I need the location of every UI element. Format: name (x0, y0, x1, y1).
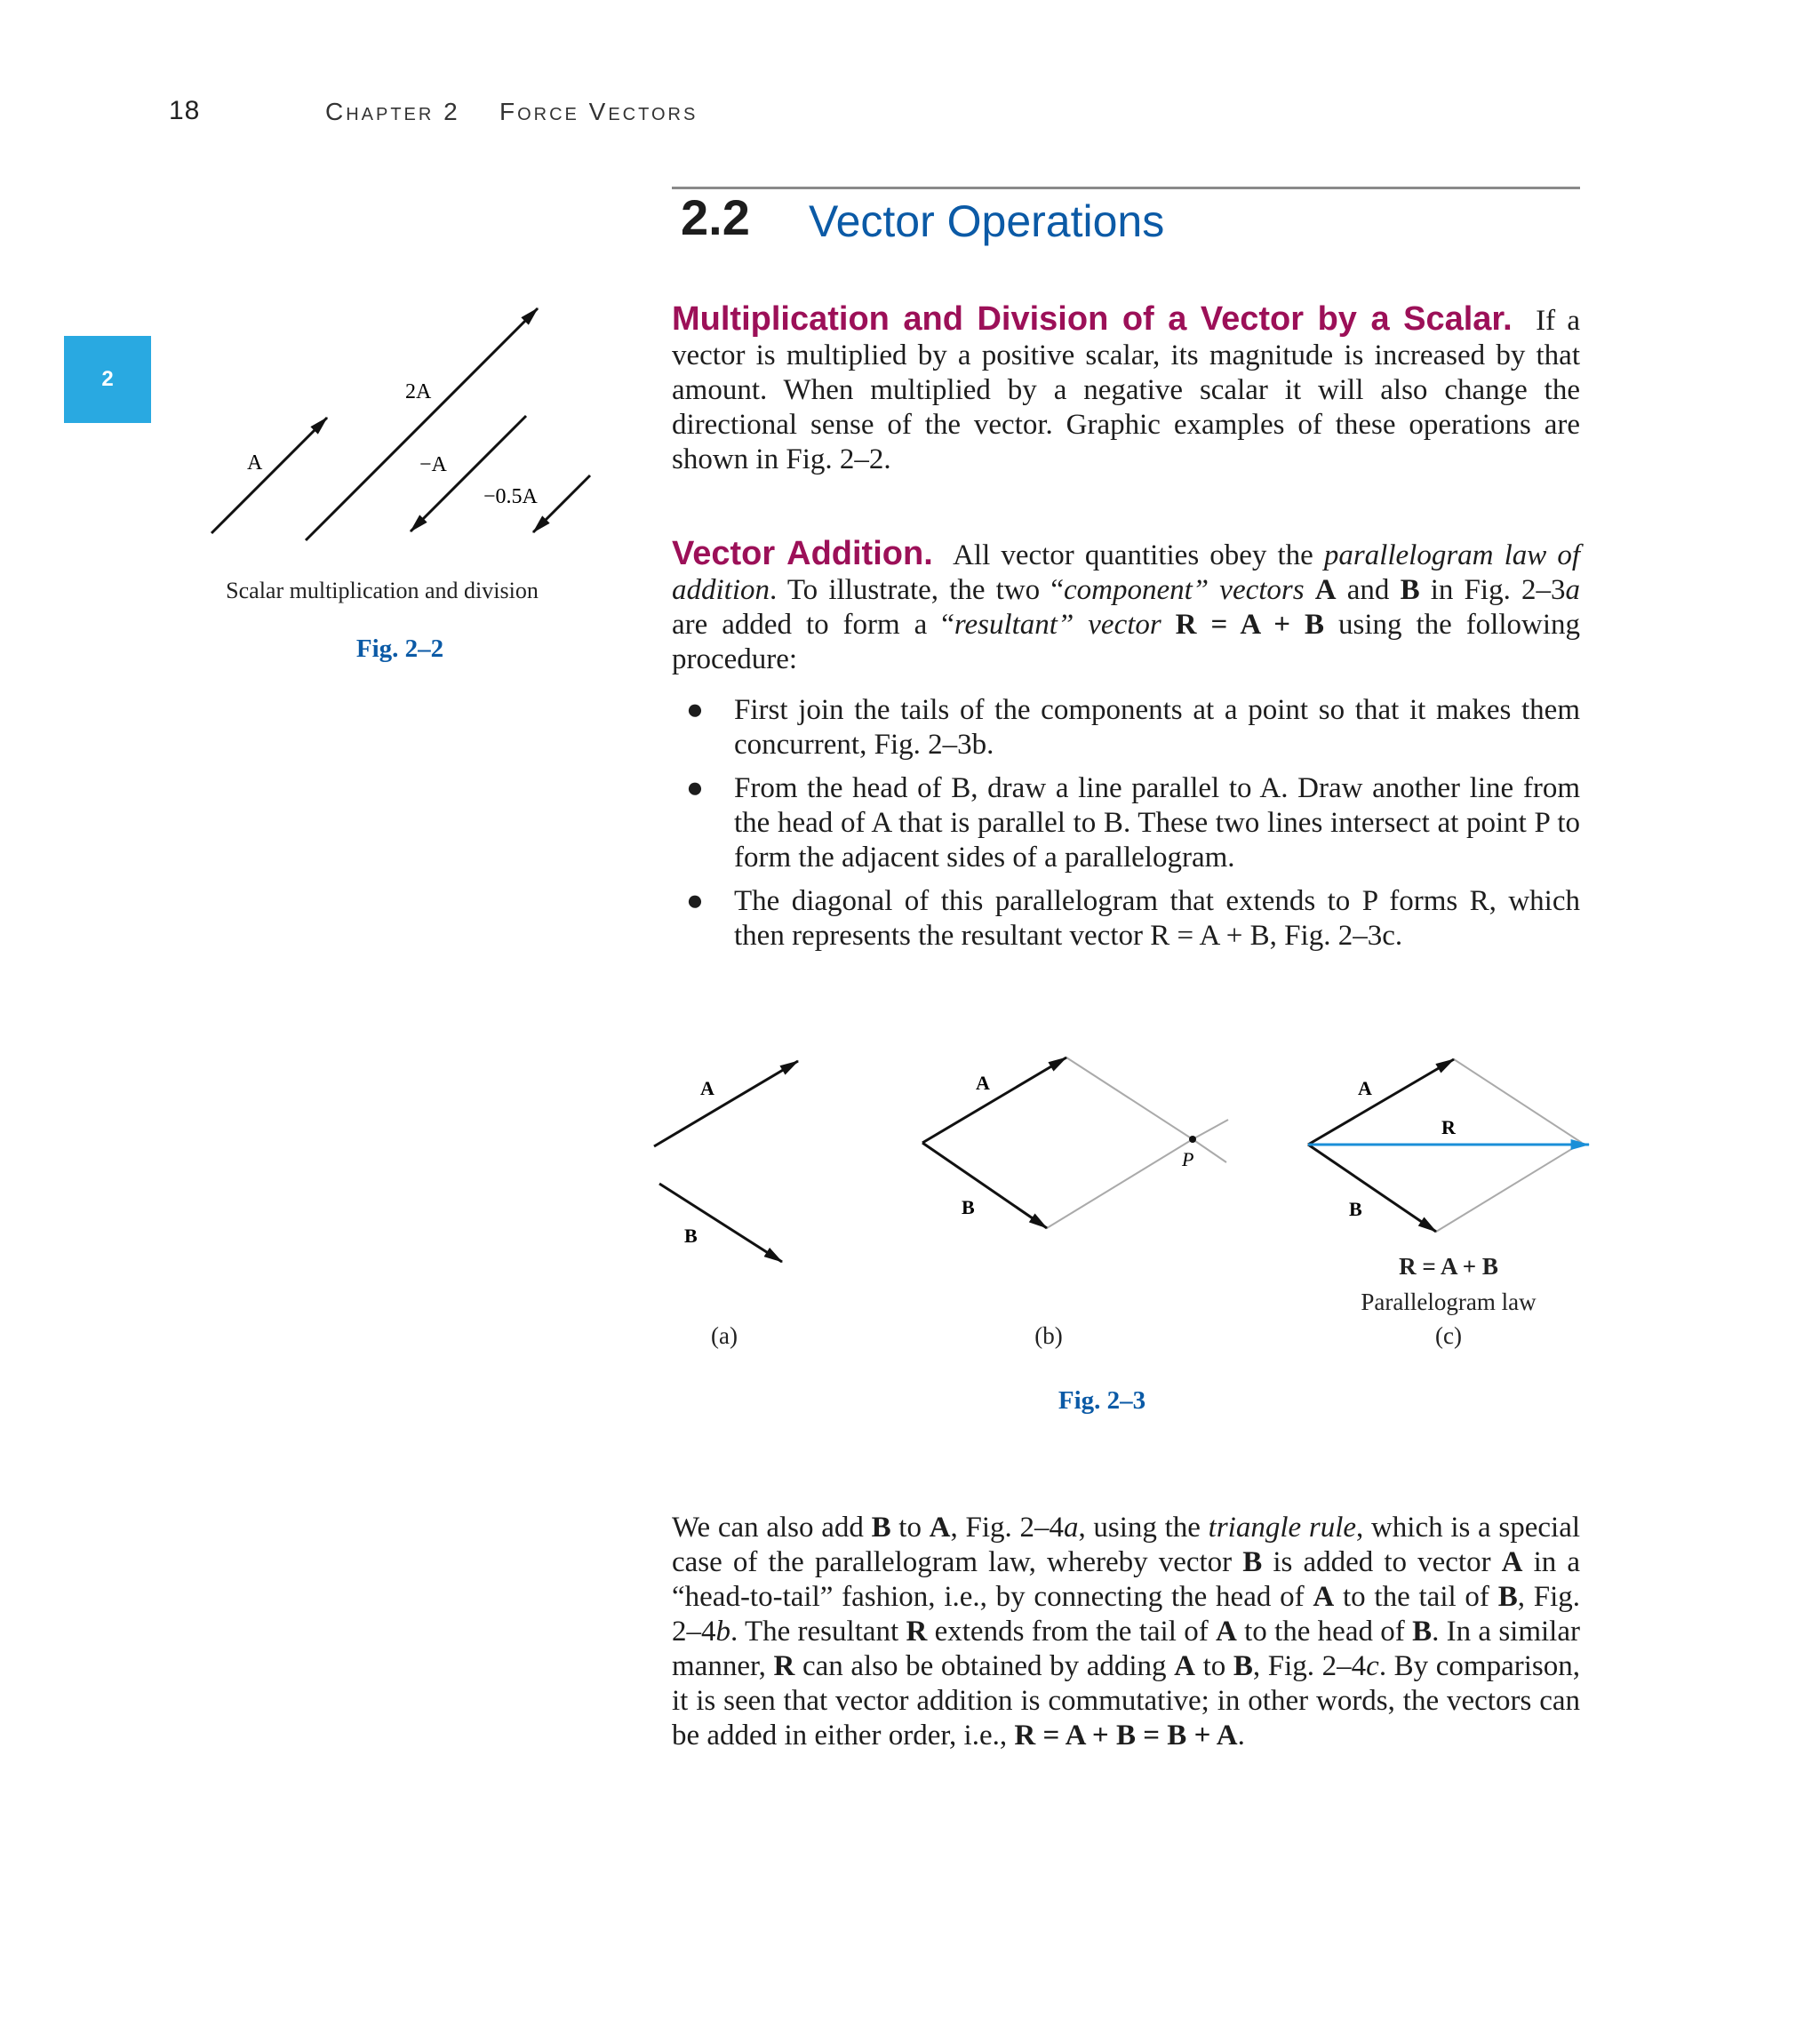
running-head-title: Force Vectors (499, 98, 698, 125)
fig-b-point-p (1189, 1136, 1196, 1143)
fig-b-parallel-line-1 (1066, 1057, 1193, 1139)
vector-half-a-arrow (533, 475, 590, 532)
fig-c-vector-b (1308, 1145, 1436, 1232)
vector-a-arrow (212, 418, 327, 533)
fig-b-label-p: P (1182, 1148, 1194, 1170)
section-title: Vector Operations (809, 196, 1165, 246)
label-a: A (247, 451, 263, 475)
page-number: 18 (169, 96, 201, 125)
addition-paragraph: Vector Addition. All vector quantities obey the parallelogram law of addition. To illustrate, the two “component” vectors A and B in Fig. 2–3a are added to form a “resultant” vector R = A + B using the following procedure: (672, 535, 1581, 675)
label-neg-a: −A (419, 453, 447, 476)
fig-c-parallel-line-2 (1436, 1143, 1582, 1232)
fig-a-label-a: A (700, 1077, 714, 1099)
fig-2-2-caption: Scalar multiplication and division (226, 578, 539, 603)
fig-c-law: Parallelogram law (1361, 1289, 1537, 1315)
list-item: ● First join the tails of the components at a point so that it makes them concurrent, Fig. 2–3b. (686, 694, 1580, 761)
list-item: ● From the head of B, draw a line parallel to A. Draw another line from the head of A that is parallel to B. These two lines intersect at point P to form the adjacent sides of a parallelogram. (686, 772, 1580, 874)
section-rule (672, 187, 1580, 189)
section-number: 2.2 (681, 189, 750, 245)
fig-c-label-r: R (1441, 1116, 1456, 1138)
fig-b-label-a: A (976, 1072, 990, 1094)
fig-b-parallel-line-2 (1047, 1139, 1193, 1228)
fig-b-vector-a (922, 1057, 1066, 1143)
fig-c-parallel-line-1 (1454, 1059, 1582, 1143)
fig-2-2-label: Fig. 2–2 (355, 634, 444, 663)
label-half-a: −0.5A (483, 485, 538, 508)
procedure-list (672, 693, 1580, 962)
fig-c-vector-a (1308, 1059, 1454, 1145)
fig-c-label-a: A (1358, 1077, 1372, 1099)
fig-a-label-b: B (684, 1225, 698, 1247)
fig-b-vector-b (922, 1143, 1047, 1228)
triangle-paragraph: We can also add B to A, Fig. 2–4a, using the triangle rule, which is a special case of the parallelogram law, whereby vector B is added to vector A in a “head-to-tail” fashion, i.e., by connecting the head of A to the tail of B, Fig. 2–4b. The resultant R extends from the tail of A to the head of B. In a similar manner, R can also be obtained by adding A to B, Fig. 2–4c. By comparison, it is seen that vector addition is commutative; in other words, the vectors can be added in either order, i.e., R = A + B = B + A. (672, 1512, 1581, 1752)
fig-2-3-label: Fig. 2–3 (1058, 1386, 1146, 1415)
fig-2-2-diagram (196, 293, 613, 551)
fig-b-label-b: B (962, 1196, 975, 1218)
scalar-text: If a vector is multiplied by a positive scalar, its magnitude is increased by that amount. When multiplied by a negative scalar it will also change the directional sense of the vector. Graphic examples of these operations are shown in Fig. 2–2. (672, 305, 1580, 475)
chapter-tab: 2 (64, 336, 151, 423)
fig-c-sublabel: (c) (1435, 1322, 1462, 1349)
running-head-chapter: Chapter 2 (325, 98, 460, 125)
fig-a-vector-a (654, 1061, 798, 1146)
label-2a: 2A (405, 380, 432, 403)
fig-a-vector-b (659, 1184, 782, 1262)
scalar-paragraph (672, 302, 1580, 477)
fig-b-extension-1 (1193, 1120, 1228, 1139)
fig-c-label-b: B (1349, 1198, 1362, 1220)
list-item: ● The diagonal of this parallelogram that extends to P forms R, which then represents the resultant vector R = A + B, Fig. 2–3c. (686, 885, 1580, 952)
scalar-heading: Multiplication and Division of a Vector by a Scalar. (672, 300, 1513, 338)
fig-b-sublabel: (b) (1034, 1322, 1063, 1349)
addition-heading: Vector Addition. (672, 535, 933, 572)
fig-b-extension-2 (1193, 1139, 1226, 1162)
fig-c-equation: R = A + B (1399, 1253, 1498, 1280)
fig-a-sublabel: (a) (711, 1322, 738, 1349)
